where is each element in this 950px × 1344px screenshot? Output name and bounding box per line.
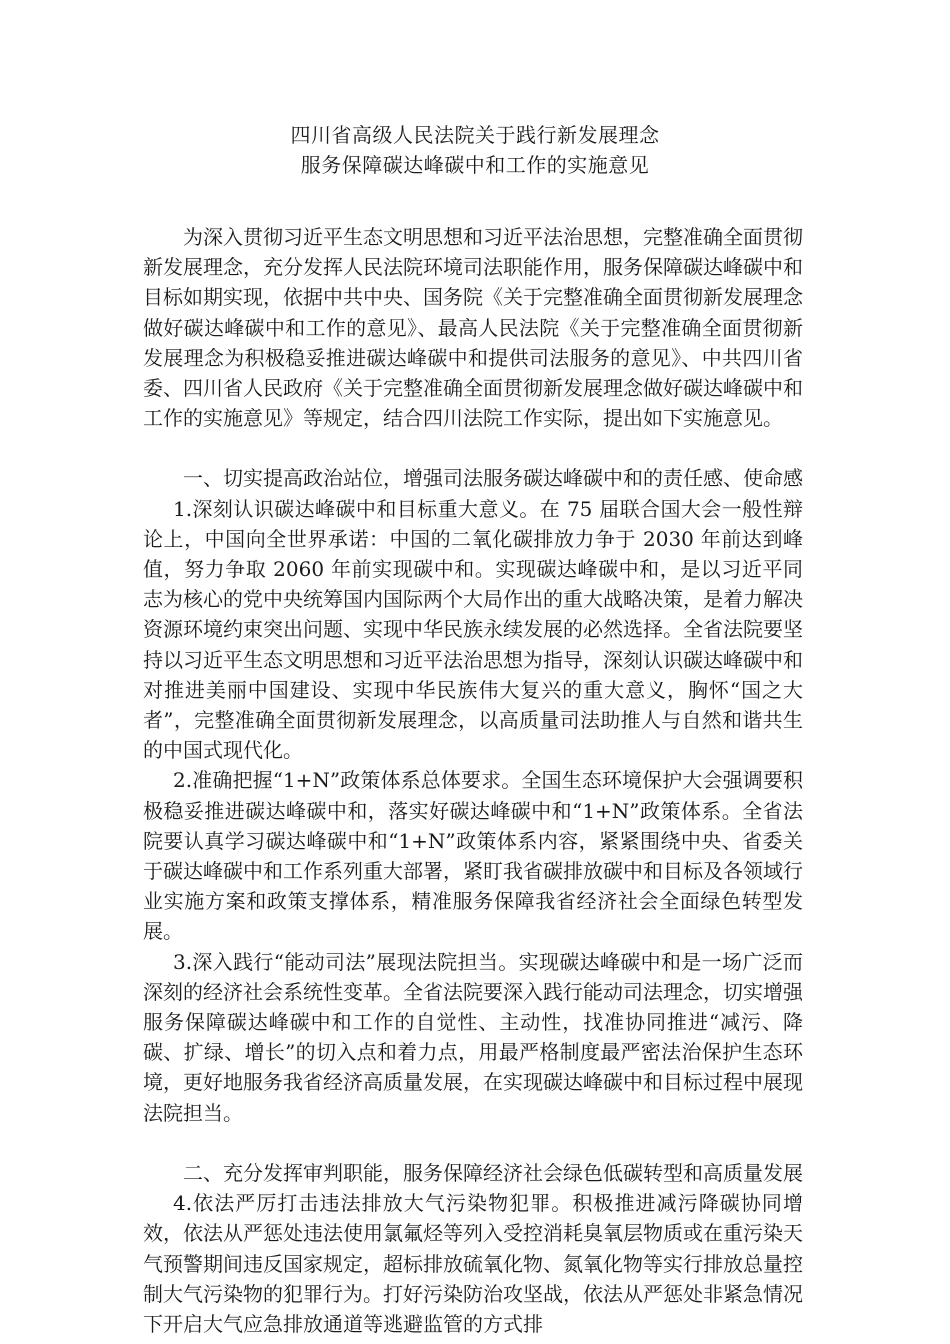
paragraph-gap — [143, 1128, 803, 1158]
paragraph-gap — [143, 433, 803, 463]
section-heading-1: 一、切实提高政治站位，增强司法服务碳达峰碳中和的责任感、使命感 — [183, 466, 803, 491]
section-heading-2: 二、充分发挥审判职能，服务保障经济社会绿色低碳转型和高质量发展 — [183, 1160, 803, 1185]
item-paragraph-3: 3.深入践行“能动司法”展现法院担当。实现碳达峰碳中和是一场广泛而深刻的经济社会系统性变革。全省法院要深入践行能动司法理念，切实增强服务保障碳达峰碳中和工作的自觉性、主动性，找准协同推进“减污、降碳、扩绿、增长”的切入点和着力点，用最严格制度最严密法治保护生态环境，更好地服务我省经济高质量发展，在实现碳达峰碳中和目标过程中展现法院担当。 — [143, 949, 803, 1125]
item-paragraph-1: 1.深刻认识碳达峰碳中和目标重大意义。在 75 届联合国大会一般性辩论上，中国向全世界承诺：中国的二氧化碳排放力争于 2030 年前达到峰值，努力争取 2060 年前实现碳中和。实现碳达峰碳中和，是以习近平同志为核心的党中央统筹国内国际两个大局作出的重大战略决策，是着力解决资源环境约束突出问题、实现中华民族永续发展的必然选择。全省法院要坚持以习近平生态文明思想和习近平法治思想为指导，深刻认识碳达峰碳中和对推进美丽中国建设、实现中华民族伟大复兴的重大意义，胸怀“国之大者”，完整准确全面贯彻新发展理念，以高质量司法助推人与自然和谐共生的中国式现代化。 — [143, 496, 803, 763]
item-paragraph-4: 4.依法严厉打击违法排放大气污染物犯罪。积极推进减污降碳协同增效，依法从严惩处违法使用氯氟烃等列入受控消耗臭氧层物质或在重污染天气预警期间违反国家规定，超标排放硫氧化物、氮氧化物等实行排放总量控制大气污染物的犯罪行为。打好污染防治攻坚战，依法从严惩处非紧急情况下开启大气应急排放通道等逃避监管的方式排 — [143, 1191, 803, 1336]
intro-paragraph: 为深入贯彻习近平生态文明思想和习近平法治思想，完整准确全面贯彻新发展理念，充分发挥人民法院环境司法职能作用，服务保障碳达峰碳中和目标如期实现，依据中共中央、国务院《关于完整准确全面贯彻新发展理念做好碳达峰碳中和工作的意见》、最高人民法院《关于完整准确全面贯彻新发展理念为积极稳妥推进碳达峰碳中和提供司法服务的意见》、中共四川省委、四川省人民政府《关于完整准确全面贯彻新发展理念做好碳达峰碳中和工作的实施意见》等规定，结合四川法院工作实际，提出如下实施意见。 — [143, 225, 803, 431]
item-paragraph-2: 2.准确把握“1+N”政策体系总体要求。全国生态环境保护大会强调要积极稳妥推进碳达峰碳中和，落实好碳达峰碳中和“1+N”政策体系。全省法院要认真学习碳达峰碳中和“1+N”政策体系内容，紧紧围绕中央、省委关于碳达峰碳中和工作系列重大部署，紧盯我省碳排放碳中和目标及各领域行业实施方案和政策支撑体系，精准服务保障我省经济社会全面绿色转型发展。 — [143, 768, 803, 944]
document-body — [143, 222, 803, 1339]
document-title-line1: 四川省高级人民法院关于践行新发展理念 — [290, 123, 660, 147]
document-title-line2: 服务保障碳达峰碳中和工作的实施意见 — [300, 153, 650, 177]
